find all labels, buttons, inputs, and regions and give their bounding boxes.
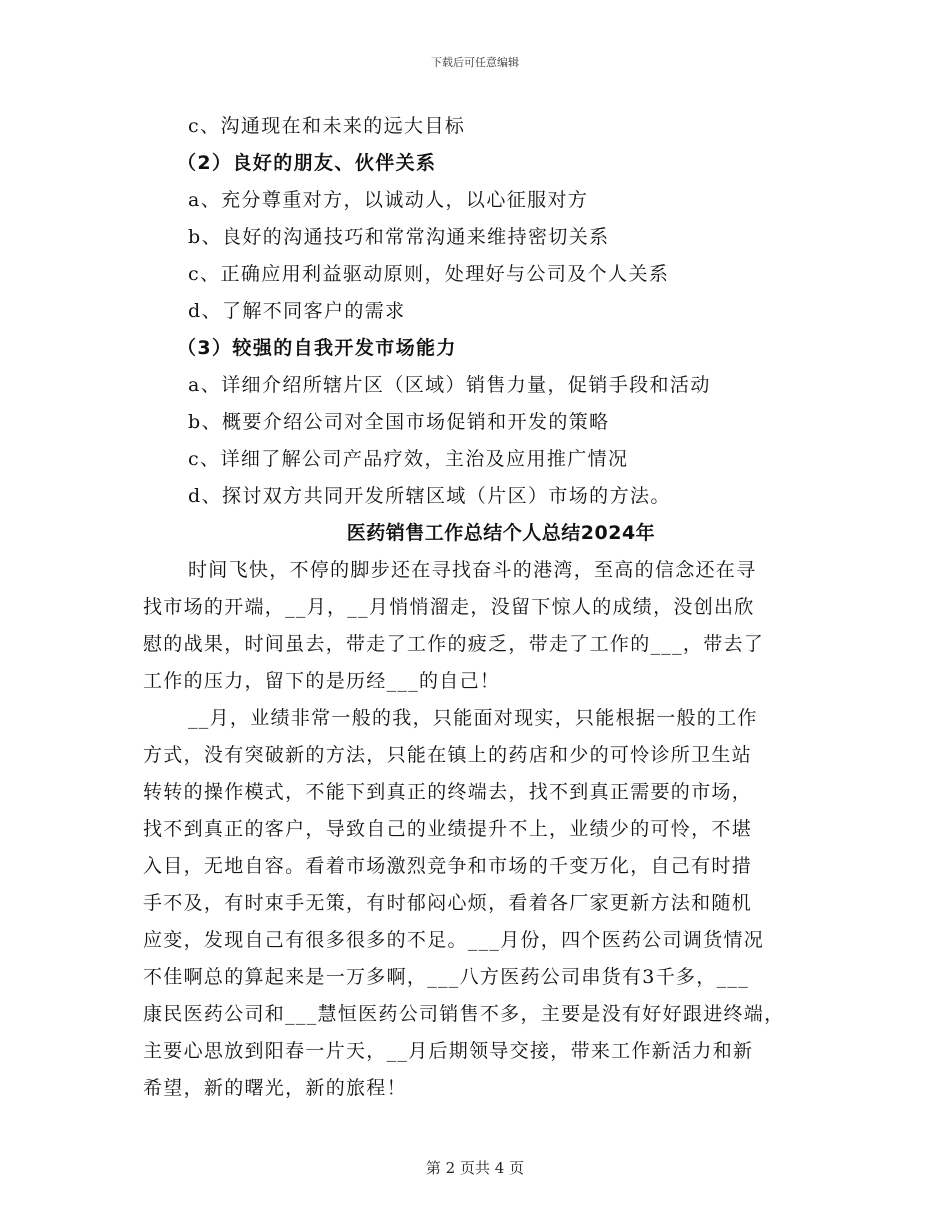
paragraph-line: 方式，没有突破新的方法，只能在镇上的药店和少的可怜诊所卫生站	[143, 744, 753, 766]
list-item: c、详细了解公司产品疗效，主治及应用推广情况	[188, 448, 629, 470]
list-item: c、正确应用利益驱动原则，处理好与公司及个人关系	[188, 263, 670, 285]
paragraph-line: 应变，发现自己有很多很多的不足。___月份，四个医药公司调货情况	[143, 929, 765, 951]
paragraph-line: 找不到真正的客户，导致自己的业绩提升不上，业绩少的可怜，不堪	[143, 818, 753, 840]
paragraph-line: 手不及，有时束手无策，有时郁闷心烦，看着各厂家更新方法和随机	[143, 892, 753, 914]
list-item: b、概要介绍公司对全国市场促销和开发的策略	[188, 411, 610, 433]
paragraph-line: 入目，无地自容。看着市场激烈竞争和市场的千变万化，自己有时措	[143, 855, 753, 877]
paragraph-line: 康民医药公司和___慧恒医药公司销售不多，主要是没有好好跟进终端，	[143, 1003, 785, 1025]
section-heading: （3）较强的自我开发市场能力	[177, 337, 457, 359]
document-title: 医药销售工作总结个人总结2024年	[346, 522, 656, 544]
paragraph	[143, 552, 823, 700]
list-item: b、良好的沟通技巧和常常沟通来维持密切关系	[188, 226, 610, 248]
page-number: 第 2 页共 4 页	[425, 1159, 525, 1177]
list-item: a、详细介绍所辖片区（区域）销售力量，促销手段和活动	[188, 374, 711, 396]
list-item: d、了解不同客户的需求	[188, 300, 406, 322]
paragraph-line: 时间飞快，不停的脚步还在寻找奋斗的港湾，至高的信念还在寻	[188, 559, 757, 581]
list-item: c、沟通现在和未来的远大目标	[188, 115, 466, 137]
paragraph-line: __月，业绩非常一般的我，只能面对现实，只能根据一般的工作	[188, 707, 758, 729]
page-header: 下载后可任意编辑	[431, 56, 519, 69]
document-body	[143, 108, 823, 1107]
paragraph	[143, 700, 823, 1107]
section-heading: （2）良好的朋友、伙伴关系	[177, 152, 437, 174]
paragraph-line: 希望，新的曙光，新的旅程！	[143, 1077, 407, 1099]
list-item: a、充分尊重对方，以诚动人，以心征服对方	[188, 189, 589, 211]
list-item: d、探讨双方共同开发所辖区域（片区）市场的方法。	[188, 485, 671, 507]
paragraph-line: 找市场的开端，__月，__月悄悄溜走，没留下惊人的成绩，没创出欣	[143, 596, 755, 618]
paragraph-line: 不佳啊总的算起来是一万多啊，___八方医药公司串货有3千多，___	[143, 966, 749, 988]
paragraph-line: 主要心思放到阳春一片天，__月后期领导交接，带来工作新活力和新	[143, 1040, 754, 1062]
paragraph-line: 慰的战果，时间虽去，带走了工作的疲乏，带走了工作的___，带去了	[143, 633, 765, 655]
paragraph-line: 工作的压力，留下的是历经___的自己！	[143, 670, 501, 692]
paragraph-line: 转转的操作模式，不能下到真正的终端去，找不到真正需要的市场，	[143, 781, 753, 803]
